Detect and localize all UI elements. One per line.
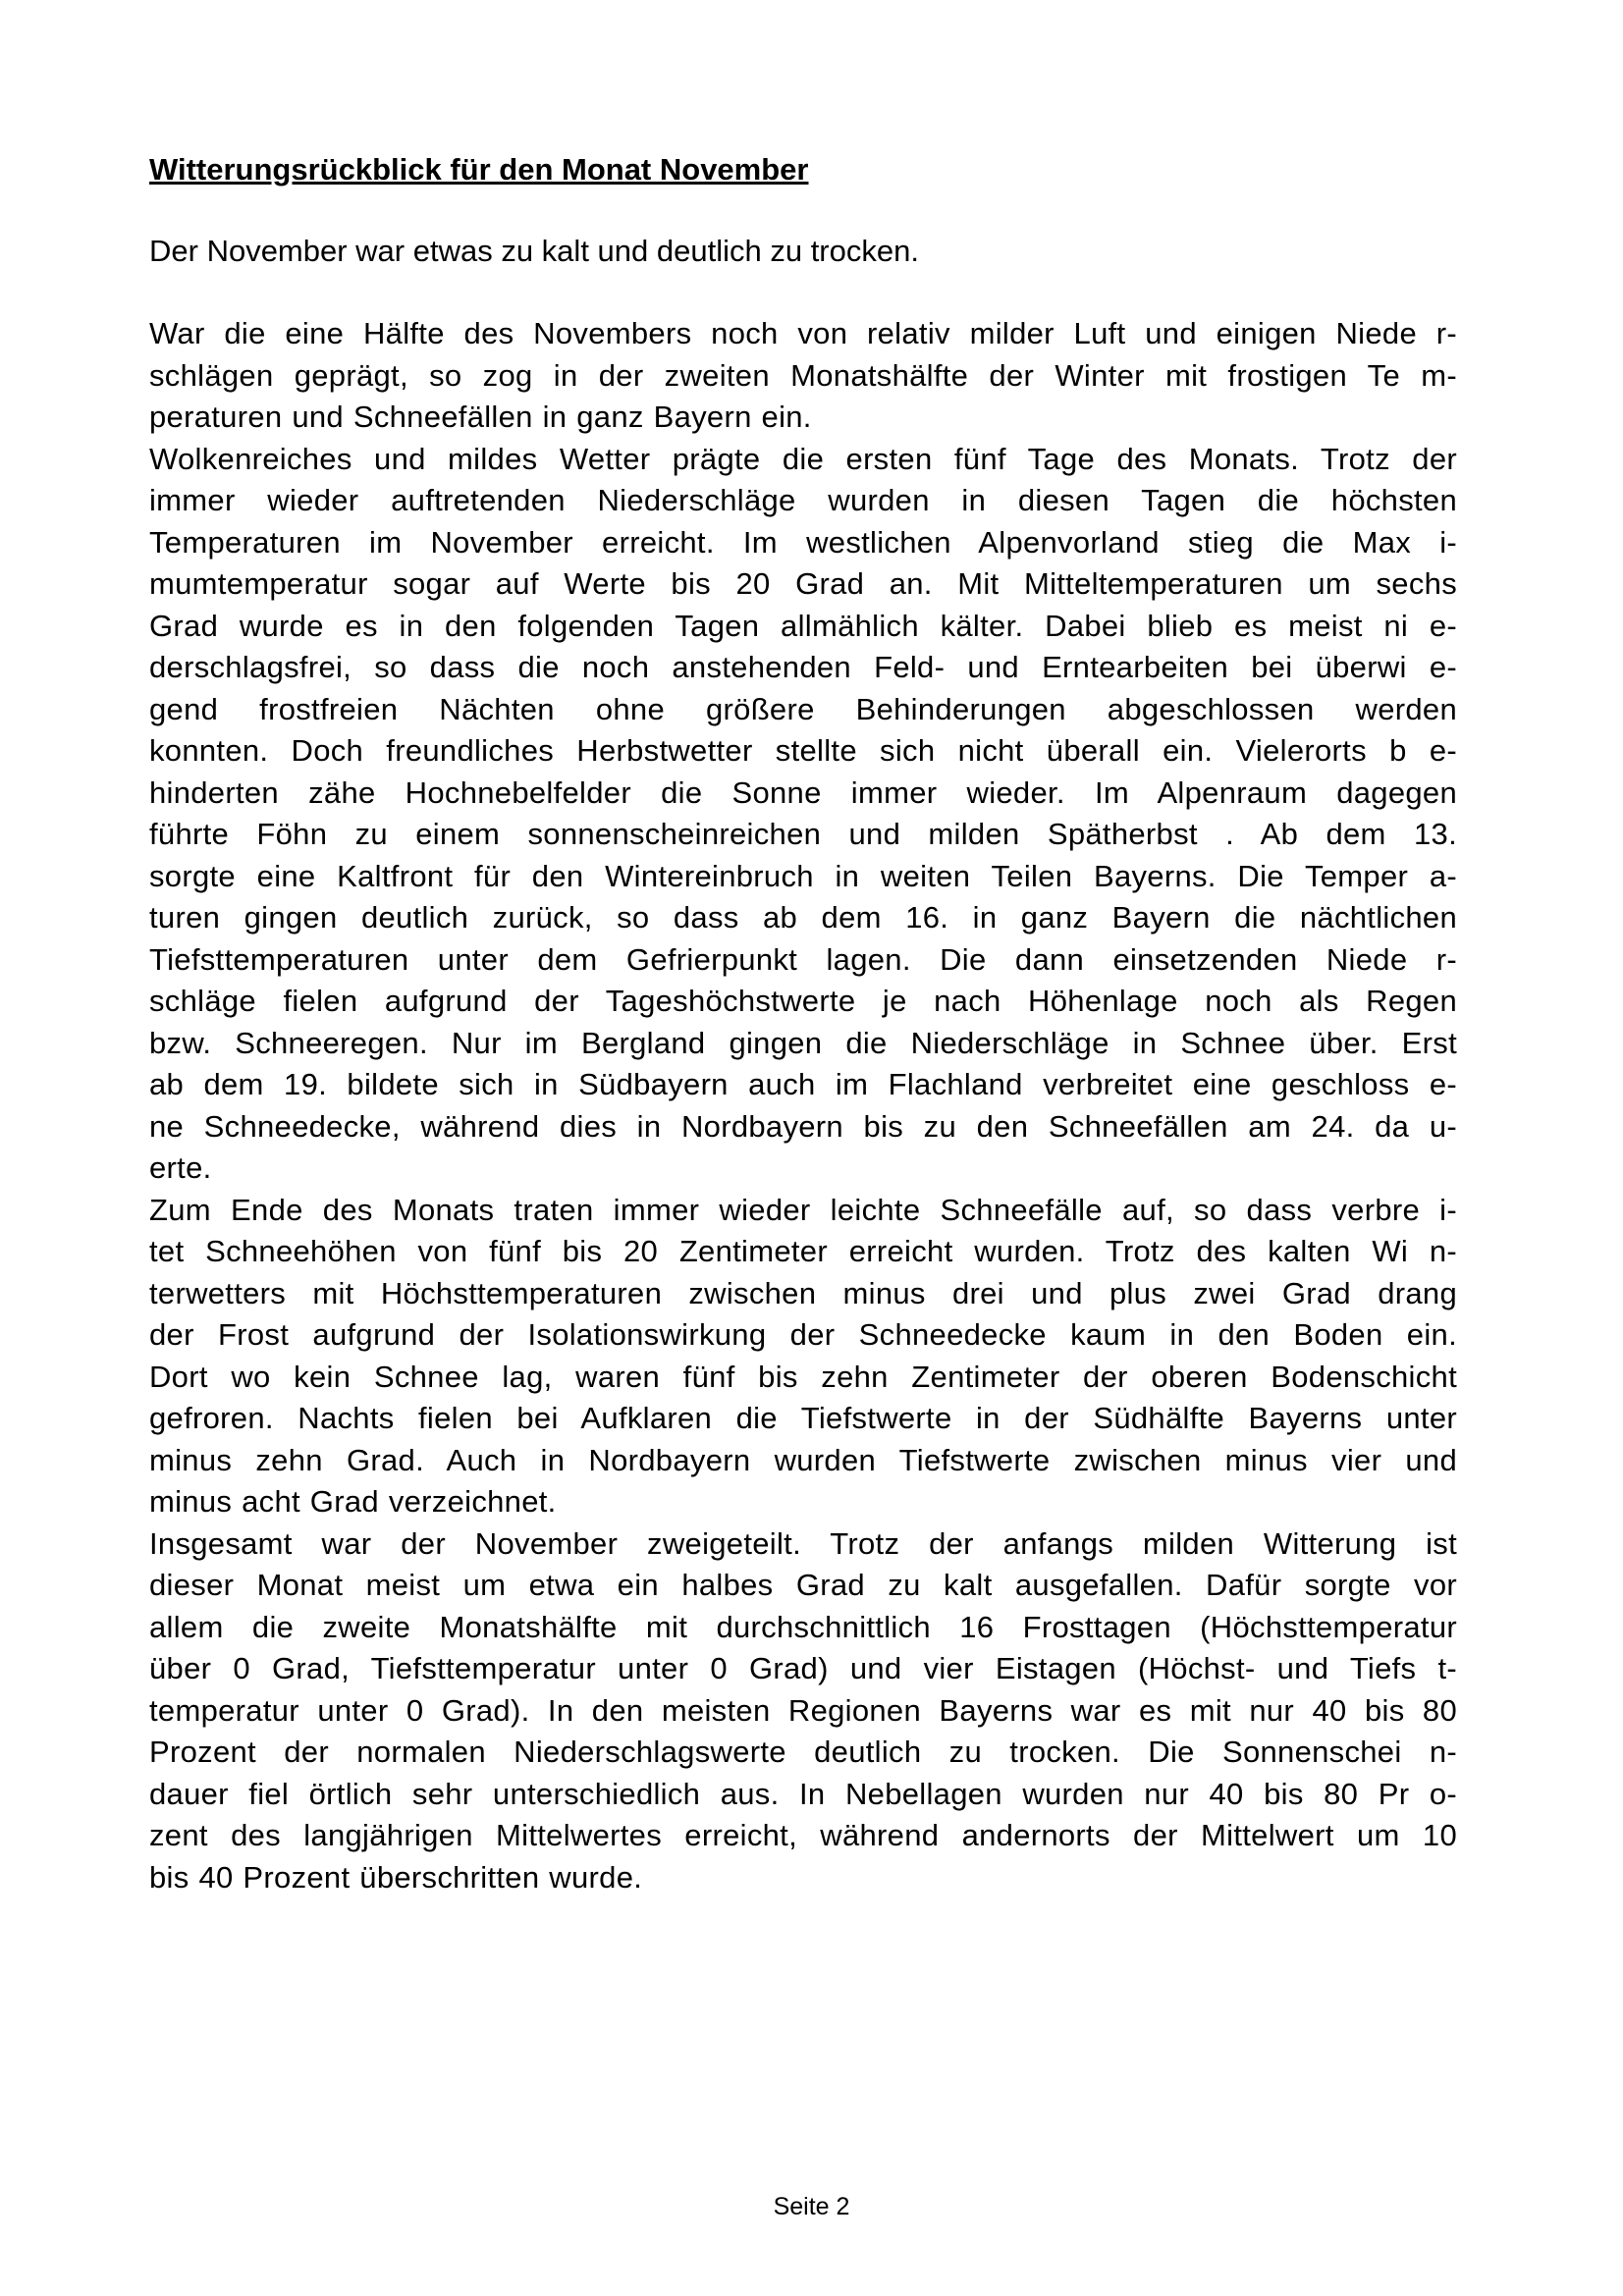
text-line: Grad wurde es in den folgenden Tagen allmählich kälter. Dabei blieb es meist ni e- (149, 608, 1457, 643)
text-line: turen gingen deutlich zurück, so dass ab dem 16. in ganz Bayern die nächtlichen (149, 900, 1457, 934)
text-line: mumtemperatur sogar auf Werte bis 20 Grad an. Mit Mitteltemperaturen um sechs (149, 566, 1457, 601)
text-line: gend frostfreien Nächten ohne größere Behinderungen abgeschlossen werden (149, 691, 1457, 726)
text-line: minus zehn Grad. Auch in Nordbayern wurden Tiefstwerte zwischen minus vier und (149, 1442, 1457, 1477)
text-line: der Frost aufgrund der Isolationswirkung der Schneedecke kaum in den Boden ein. (149, 1317, 1457, 1352)
text-line: minus acht Grad verzeichnet. (149, 1484, 557, 1519)
text-line: tet Schneehöhen von fünf bis 20 Zentimeter erreicht wurden. Trotz des kalten Wi n- (149, 1234, 1457, 1268)
page-number: Seite 2 (773, 2193, 850, 2220)
report-text (149, 313, 1457, 1898)
text-line: zent des langjährigen Mittelwertes erreicht, während andernorts der Mittelwert um 10 (149, 1818, 1457, 1852)
text-line: ab dem 19. bildete sich in Südbayern auch im Flachland verbreitet eine geschloss e- (149, 1067, 1457, 1101)
text-line: gefroren. Nachts fielen bei Aufklaren die Tiefstwerte in der Südhälfte Bayerns unter (149, 1401, 1457, 1435)
text-line: konnten. Doch freundliches Herbstwetter stellte sich nicht überall ein. Vielerorts b e- (149, 733, 1457, 768)
text-line: Wolkenreiches und mildes Wetter prägte die ersten fünf Tage des Monats. Trotz der (149, 441, 1457, 476)
text-line: sorgte eine Kaltfront für den Wintereinbruch in weiten Teilen Bayerns. Die Temper a- (149, 858, 1457, 893)
lead-sentence: Der November war etwas zu kalt und deutlich zu trocken. (149, 234, 919, 268)
text-line: Tiefsttemperaturen unter dem Gefrierpunkt lagen. Die dann einsetzenden Niede r- (149, 941, 1457, 977)
text-line: hinderten zähe Hochnebelfelder die Sonne immer wieder. Im Alpenraum dagegen (149, 774, 1457, 810)
text-line: schlägen geprägt, so zog in der zweiten Monatshälfte der Winter mit frostigen Te m- (149, 357, 1457, 393)
text-line: terwetters mit Höchsttemperaturen zwischen minus drei und plus zwei Grad drang (149, 1275, 1457, 1310)
document-body (149, 149, 1457, 1898)
text-line: ne Schneedecke, während dies in Nordbayern bis zu den Schneefällen am 24. da u- (149, 1108, 1457, 1144)
text-line: temperatur unter 0 Grad). In den meisten Regionen Bayerns war es mit nur 40 bis 80 (149, 1692, 1457, 1728)
text-line: derschlagsfrei, so dass die noch anstehenden Feld- und Erntearbeiten bei überwi e- (149, 650, 1457, 684)
text-line: Dort wo kein Schnee lag, waren fünf bis zehn Zentimeter der oberen Bodenschicht (149, 1359, 1457, 1394)
text-line: Insgesamt war der November zweigeteilt. Trotz der anfangs milden Witterung ist (149, 1525, 1457, 1561)
text-line: Prozent der normalen Niederschlagswerte deutlich zu trocken. Die Sonnenschei n- (149, 1735, 1457, 1769)
text-line: schläge fielen aufgrund der Tageshöchstwerte je nach Höhenlage noch als Regen (149, 984, 1457, 1018)
text-line: allem die zweite Monatshälfte mit durchschnittlich 16 Frosttagen (Höchsttemperatur (149, 1609, 1457, 1644)
text-line: bis 40 Prozent überschritten wurde. (149, 1859, 643, 1895)
text-line: dauer fiel örtlich sehr unterschiedlich aus. In Nebellagen wurden nur 40 bis 80 Pr o- (149, 1776, 1457, 1811)
text-line: peraturen und Schneefällen in ganz Bayern ein. (149, 400, 812, 434)
text-line: dieser Monat meist um etwa ein halbes Grad zu kalt ausgefallen. Dafür sorgte vor (149, 1568, 1457, 1602)
text-line: erte. (149, 1150, 212, 1185)
text-line: Temperaturen im November erreicht. Im westlichen Alpenvorland stieg die Max i- (149, 524, 1457, 560)
text-line: immer wieder auftretenden Niederschläge wurden in diesen Tagen die höchsten (149, 483, 1457, 517)
text-line: Zum Ende des Monats traten immer wieder leichte Schneefälle auf, so dass verbre i- (149, 1192, 1457, 1227)
text-line: führte Föhn zu einem sonnenscheinreichen und milden Spätherbst . Ab dem 13. (149, 817, 1457, 851)
text-line: War die eine Hälfte des Novembers noch von relativ milder Luft und einigen Niede r- (149, 316, 1457, 350)
document-title: Witterungsrückblick für den Monat November (149, 152, 809, 187)
text-line: über 0 Grad, Tiefsttemperatur unter 0 Grad) und vier Eistagen (Höchst- und Tiefs t- (149, 1651, 1457, 1685)
text-line: bzw. Schneeregen. Nur im Bergland gingen die Niederschläge in Schnee über. Erst (149, 1025, 1457, 1060)
